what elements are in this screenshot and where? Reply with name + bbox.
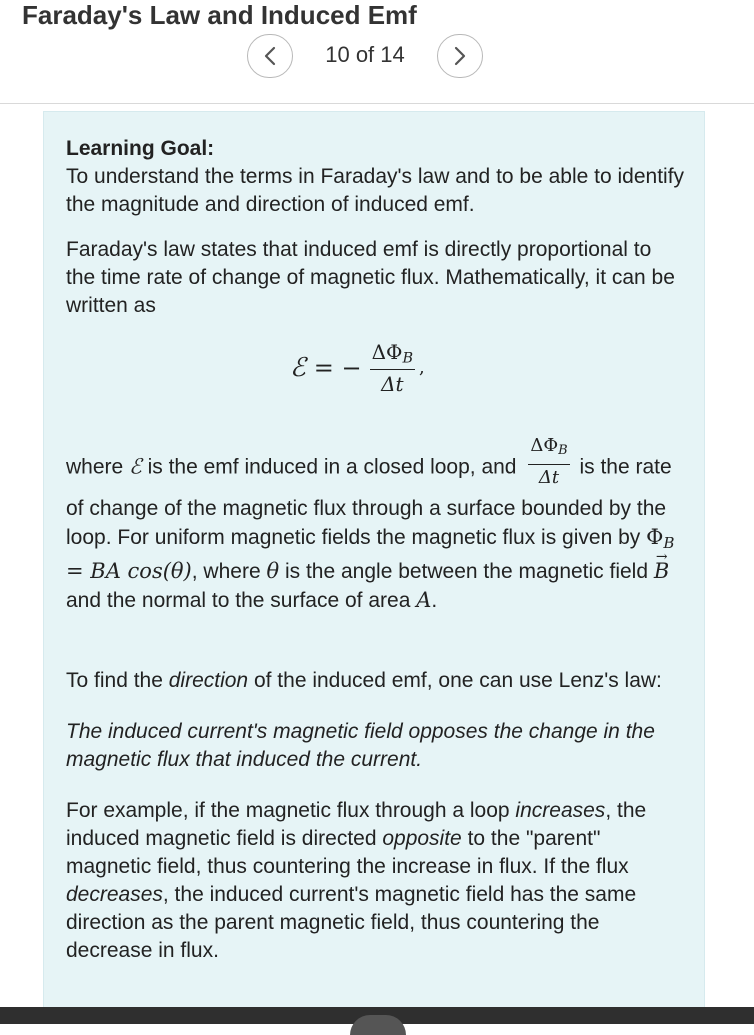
text-same-direction: , the induced current's magnetic field has the same direction as the parent magnetic field, thus countering the decrease in flux. bbox=[66, 883, 637, 962]
eq-sub: B bbox=[402, 350, 414, 367]
next-button[interactable] bbox=[437, 34, 483, 78]
lenz-law-statement: The induced current's magnetic field opposes the change in the magnetic flux that induced the current. bbox=[66, 720, 655, 771]
where-paragraph bbox=[66, 435, 686, 615]
eq-fraction bbox=[370, 340, 415, 396]
flux-rate-fraction bbox=[528, 435, 569, 489]
eq-comma: , bbox=[419, 357, 425, 379]
emf-symbol: ℰ bbox=[129, 454, 142, 479]
page-counter: 10 of 14 bbox=[325, 42, 405, 67]
frac-den: Δt bbox=[538, 467, 560, 489]
area-symbol: A bbox=[416, 588, 432, 612]
flux-sub: B bbox=[663, 534, 675, 552]
text-angle: is the angle between the magnetic field bbox=[279, 560, 654, 583]
page-title: Faraday's Law and Induced Emf bbox=[22, 0, 417, 30]
text-decreases: decreases bbox=[66, 883, 163, 906]
header bbox=[0, 0, 754, 104]
frac-sub: B bbox=[558, 443, 568, 459]
faraday-equation bbox=[290, 340, 425, 396]
text-where2: , where bbox=[191, 560, 267, 583]
text-where: where bbox=[66, 455, 130, 479]
previous-button[interactable] bbox=[247, 34, 293, 78]
example-paragraph bbox=[66, 797, 686, 965]
direction-paragraph bbox=[66, 667, 686, 695]
intro-content bbox=[66, 135, 686, 965]
bottom-handle[interactable] bbox=[350, 1015, 406, 1035]
text-find: To find the bbox=[66, 669, 169, 692]
eq-den: Δt bbox=[381, 371, 404, 396]
eq-num: ΔΦ bbox=[371, 340, 403, 364]
text-period: . bbox=[431, 589, 438, 612]
flux-formula: = BA cos(θ) bbox=[66, 559, 192, 583]
text-parent: to the "parent" magnetic field, thus countering the increase in flux. If the flux bbox=[66, 827, 629, 878]
faraday-paragraph: Faraday's law states that induced emf is directly proportional to the time rate of change of magnetic flux. Mathematically, it can be written as bbox=[66, 238, 675, 317]
text-direction: direction bbox=[168, 669, 249, 692]
text-lenz: of the induced emf, one can use Lenz's law: bbox=[248, 669, 662, 692]
text-opposite: opposite bbox=[382, 827, 462, 850]
chevron-right-icon bbox=[453, 46, 467, 66]
frac-num: ΔΦ bbox=[530, 435, 559, 456]
learning-goal-heading: Learning Goal: bbox=[66, 137, 215, 160]
flux-phi: Φ bbox=[646, 525, 664, 550]
learning-goal-text: To understand the terms in Faraday's law and to be able to identify the magnitude and direction of induced emf. bbox=[66, 165, 685, 216]
chevron-left-icon bbox=[263, 46, 277, 66]
vector-b: → B bbox=[654, 557, 669, 585]
text-normal: and the normal to the surface of area bbox=[66, 589, 417, 612]
text-emf-desc: is the emf induced in a closed loop, and bbox=[141, 455, 523, 479]
text-increases: increases bbox=[515, 799, 606, 822]
text-example: For example, if the magnetic flux through a loop bbox=[66, 799, 516, 822]
text-rate-desc: is the rate of change of the magnetic flux through a surface bounded by the loop. For uniform magnetic fields the magnetic flux is given by bbox=[66, 455, 672, 550]
learning-goal bbox=[66, 135, 686, 219]
text-directed: , the induced magnetic field is directed bbox=[66, 799, 647, 850]
eq-equals: = − bbox=[313, 353, 362, 382]
eq-emf: ℰ bbox=[290, 352, 306, 383]
theta-symbol: θ bbox=[266, 559, 280, 583]
